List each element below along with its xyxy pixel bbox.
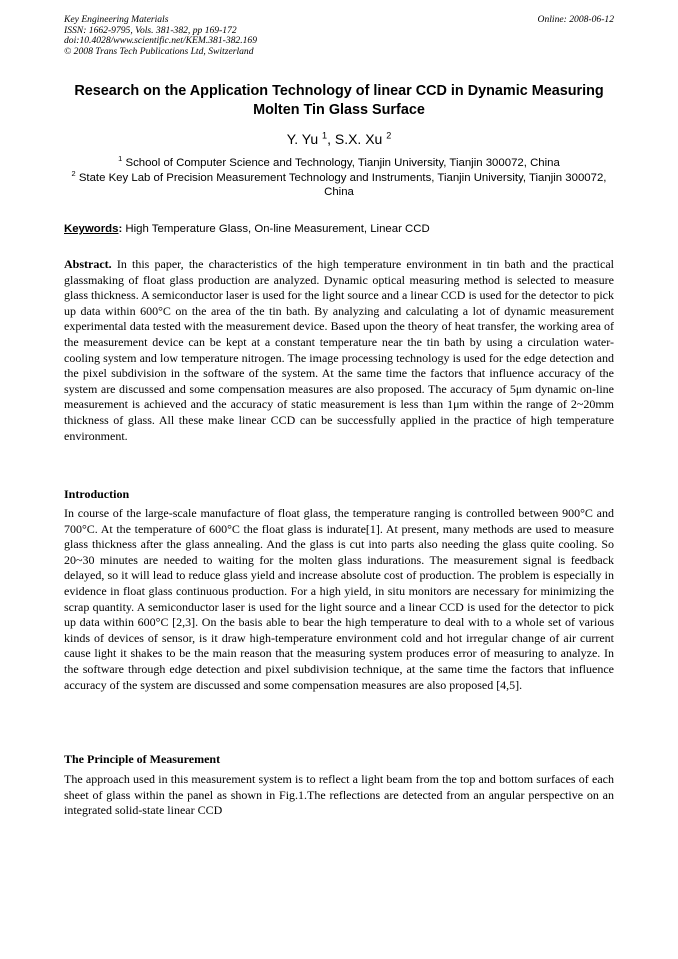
principle-heading: The Principle of Measurement <box>64 752 221 766</box>
doi-line: doi:10.4028/www.scientific.net/KEM.381-382.169 <box>64 35 258 47</box>
affiliations <box>64 156 614 200</box>
principle-text: The approach used in this measurement system is to reflect a light beam from the top and bottom surfaces of each sheet of glass within the panel as shown in Fig.1.The reflections are detected from an angular perspective on an integrated solid-state linear CCD <box>64 772 614 818</box>
affiliation-mark: 2 <box>71 168 76 178</box>
keywords <box>64 222 614 236</box>
affiliation-text: State Key Lab of Precision Measurement Technology and Instruments, Tianjin University, Tianjin 300072, China <box>78 171 607 199</box>
affiliation-line <box>64 168 614 200</box>
author-name: S.X. Xu <box>334 131 383 147</box>
author-affiliation-mark: 1 <box>322 130 328 141</box>
introduction-heading: Introduction <box>64 487 130 501</box>
abstract-text: In this paper, the characteristics of the high temperature environment in tin bath and the practical glassmaking of float glass production are analyzed. Dynamic optical measuring method is selected to measure glass thickness. A semiconductor laser is used for the light source and a linear CCD is used for the detector to pick up data within 600°C on the area of the tin bath. By analyzing and calculating a lot of dynamic measurement experimental data tested with the measurement device. Based upon the theory of heat transfer, the working area of the measurement device can be kept at a constant temperature near the tin bath by using a circulation water-cooling system and low temperature nitrogen. The image processing technology is used for the edge detection and the pixel subdivision in the software of the system. At the same time the factors that influence accuracy of the system are discussed and some compensation measures are also proposed. The accuracy of 5μm dynamic on-line measurement is achieved and the accuracy of static measurement is less than 1μm within the range of 2~20mm thickness of glass. All these make linear CCD can be successfully applied in the practice of high temperature environment. <box>64 257 614 443</box>
journal-info <box>64 15 257 57</box>
affiliation-mark: 1 <box>118 154 123 164</box>
author-name: Y. Yu <box>286 131 319 147</box>
issn-line: ISSN: 1662-9795, Vols. 381-382, pp 169-172 <box>64 24 237 36</box>
journal-name: Key Engineering Materials <box>64 14 169 25</box>
introduction-text: In course of the large-scale manufacture of float glass, the temperature ranging is controlled between 900°C and 700°C. At the temperature of 600°C the float glass is indurate[1]. At present, many methods are used to measure glass thickness after the glass annealing. And the glass is cut into parts also needing the glass quite cooling. So 20~30 minutes are needed to waiting for the molten glass indurations. The measurement signal is feedback delayed, so it will lead to reduce glass yield and increase absolute cost of production. The problem is especially in evidence in float glass continuous production. For a high yield, in situ monitors are necessary for minimizing the scrap quantity. A semiconductor laser is used for the light source and a linear CCD is used for the detector to pick up data within 600°C [2,3]. On the basis able to bear the high temperature to deal with to a whole set of various kinds of devices of sensor, is it draw high-temperature environment cold and hot irregular change of air current cause light it shakes to be the main reason that the measuring system produces error of measuring to analyze. In the software through edge detection and pixel subdivision technique, at the same time the factors that influence accuracy of the system are discussed and some compensation measures are also proposed [4,5]. <box>64 506 614 692</box>
author-separator: , <box>327 131 335 147</box>
keywords-text: High Temperature Glass, On-line Measurement, Linear CCD <box>125 223 430 235</box>
copyright-line: © 2008 Trans Tech Publications Ltd, Switzerland <box>64 45 254 57</box>
affiliation-line <box>64 156 614 171</box>
affiliation-text: School of Computer Science and Technology, Tianjin University, Tianjin 300072, China <box>125 157 560 169</box>
author-list <box>64 130 614 148</box>
online-date: Online: 2008-06-12 <box>537 14 614 25</box>
paper-title: Research on the Application Technology of linear CCD in Dynamic Measuring Molten Tin Glass Surface <box>74 83 604 118</box>
keywords-label: Keywords <box>64 223 119 235</box>
abstract <box>64 257 614 444</box>
abstract-label: Abstract. <box>64 257 112 271</box>
keywords-colon: : <box>118 223 123 235</box>
author-affiliation-mark: 2 <box>386 130 392 141</box>
